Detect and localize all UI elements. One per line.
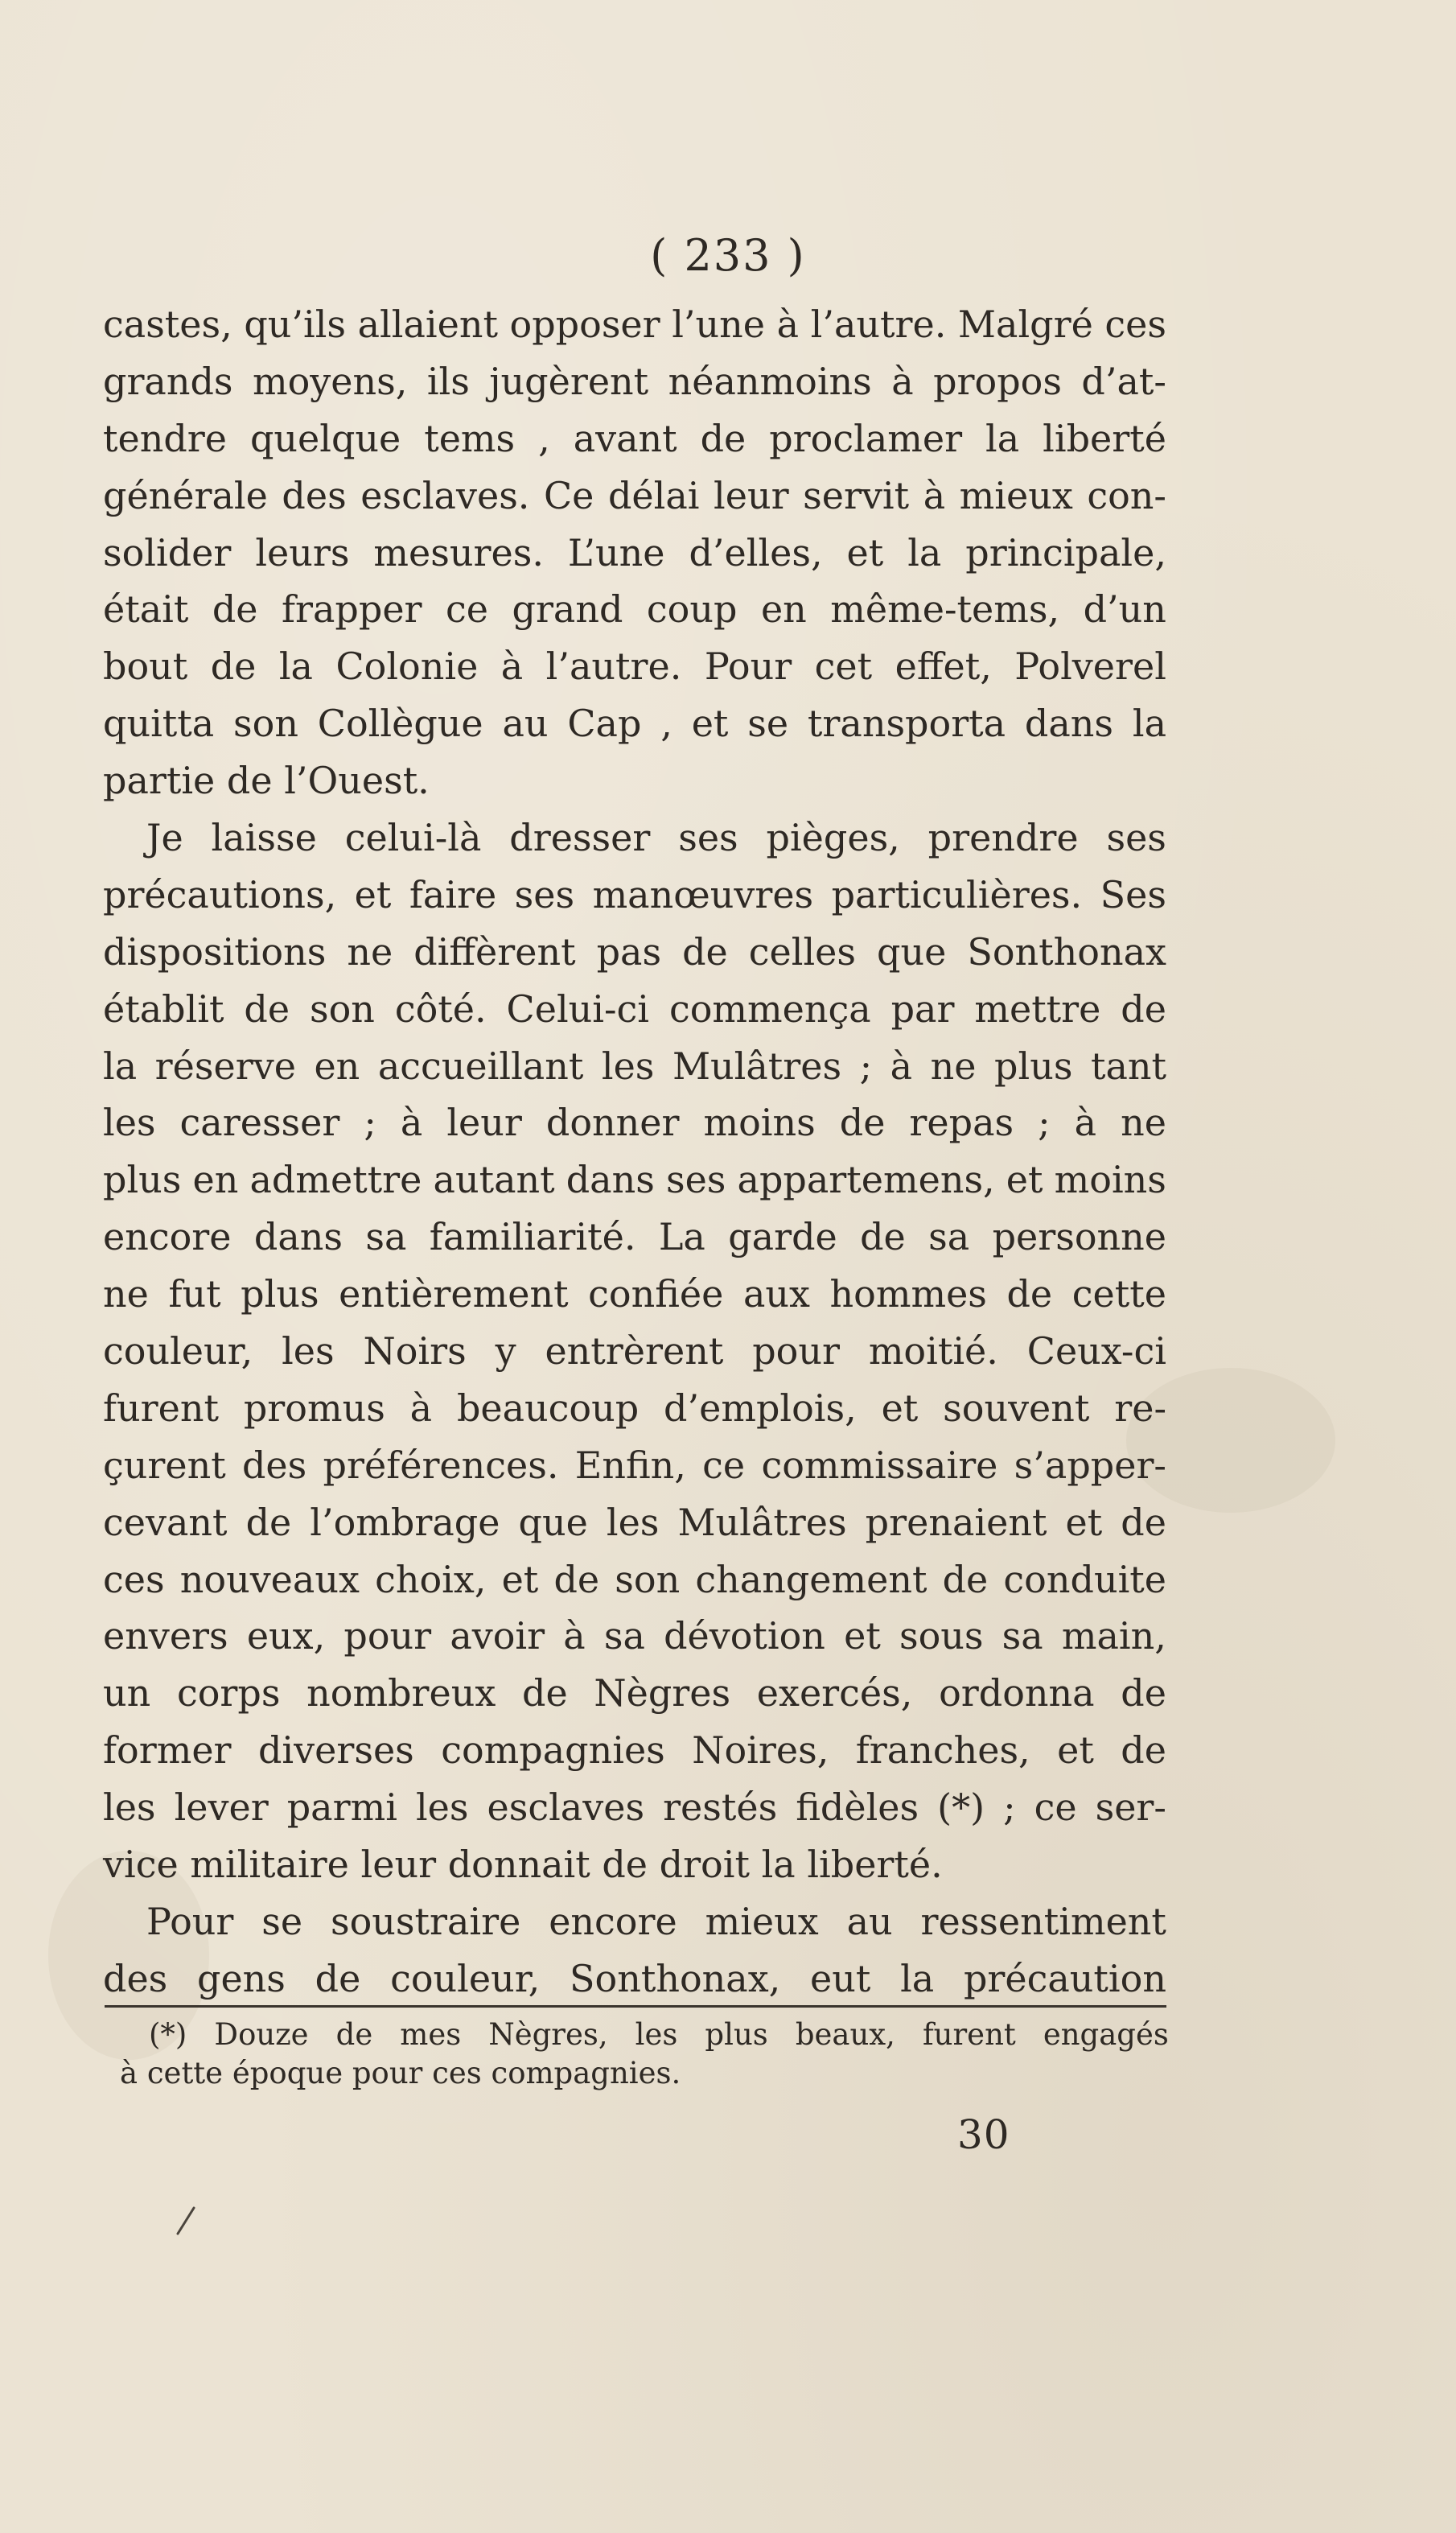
word: ce xyxy=(702,1443,746,1487)
word: Enfin, xyxy=(574,1443,686,1487)
word: lever xyxy=(174,1785,269,1830)
word: qu’ils xyxy=(244,303,347,346)
word: tendre xyxy=(103,416,227,460)
word: plus xyxy=(994,1044,1073,1088)
word: de xyxy=(522,1671,568,1715)
word: appartemens, xyxy=(737,1158,995,1202)
word: donner xyxy=(545,1101,680,1145)
word: à xyxy=(1074,1101,1097,1145)
word: hommes xyxy=(829,1272,987,1316)
word: mes xyxy=(400,2017,462,2052)
word: commissaire xyxy=(761,1443,998,1487)
word: de xyxy=(210,645,257,689)
body-text xyxy=(103,296,1166,2008)
word: compagnies xyxy=(441,1728,665,1773)
word: à xyxy=(890,1044,913,1088)
word: (*) xyxy=(149,2017,187,2052)
text-line xyxy=(103,924,1166,981)
word: mesures. xyxy=(373,530,544,575)
word: , xyxy=(660,702,672,746)
word: ne xyxy=(1121,1101,1166,1145)
word: particulières. xyxy=(831,872,1083,916)
text-line xyxy=(103,1380,1166,1437)
word: grand xyxy=(512,587,623,632)
word: L’une xyxy=(567,530,665,575)
word: de xyxy=(1121,986,1166,1031)
word: allaient xyxy=(357,303,498,346)
pencil-stroke-icon xyxy=(173,2205,197,2237)
word: mieux xyxy=(959,473,1073,517)
word: ; xyxy=(1003,1785,1016,1830)
word: à xyxy=(563,1614,586,1658)
word: couleur, xyxy=(390,1956,541,2000)
word: Ses xyxy=(1100,872,1166,916)
word: et xyxy=(1057,1728,1094,1773)
word: ; xyxy=(364,1101,376,1145)
word: diffèrent xyxy=(413,929,576,974)
word: de xyxy=(682,929,728,974)
word: en xyxy=(760,587,807,632)
word: d’elles, xyxy=(689,530,823,575)
word: grands xyxy=(103,359,233,403)
word: dresser xyxy=(509,816,651,860)
word: ressentiment xyxy=(920,1899,1166,1943)
text-line xyxy=(103,695,1166,752)
word: pour xyxy=(343,1614,432,1658)
word: Colonie xyxy=(335,645,479,689)
word: beaucoup xyxy=(456,1386,640,1430)
word: ; xyxy=(1038,1101,1051,1145)
word: laisse xyxy=(211,816,317,860)
word: dévotion xyxy=(664,1614,825,1658)
word: de xyxy=(212,587,258,632)
word: et xyxy=(846,530,884,575)
word: souvent xyxy=(943,1386,1090,1430)
word: ces xyxy=(1104,303,1166,346)
word: leurs xyxy=(255,530,350,575)
word: que xyxy=(518,1500,588,1544)
word: par xyxy=(890,986,955,1031)
word: principale, xyxy=(965,530,1166,575)
word: de xyxy=(1121,1500,1166,1544)
word: con- xyxy=(1087,473,1166,517)
word: y xyxy=(495,1329,516,1374)
word: autant xyxy=(433,1158,555,1202)
word: Cap xyxy=(567,702,642,746)
word: au xyxy=(846,1899,893,1943)
word: cette xyxy=(1071,1272,1166,1316)
word: gens xyxy=(197,1956,286,2000)
word: plus xyxy=(103,1158,182,1202)
word: (*) xyxy=(937,1785,985,1830)
word: prenaient xyxy=(865,1500,1047,1544)
word: les xyxy=(282,1329,335,1374)
word: repas xyxy=(909,1101,1014,1145)
word: furent xyxy=(922,2017,1016,2052)
word: en xyxy=(192,1158,239,1202)
text-line xyxy=(103,525,1166,582)
word: la xyxy=(907,530,942,575)
word: dans xyxy=(253,1215,343,1259)
word: Ce xyxy=(543,473,594,517)
text-line: partie de l’Ouest. xyxy=(103,759,430,803)
word: de xyxy=(245,1500,292,1544)
word: cevant xyxy=(103,1500,228,1544)
word: l’une xyxy=(672,303,766,346)
word: générale xyxy=(103,473,268,517)
word: et xyxy=(1065,1500,1103,1544)
word: corps xyxy=(176,1671,281,1715)
word: et xyxy=(691,702,729,746)
word: en xyxy=(314,1044,360,1088)
word: manœuvres xyxy=(592,872,814,916)
word: ne xyxy=(347,929,393,974)
word: dans xyxy=(1024,702,1114,746)
word: proclamer xyxy=(769,416,963,460)
word: tems xyxy=(424,416,516,460)
text-line xyxy=(103,1323,1166,1380)
word: ses xyxy=(665,1158,726,1202)
word: main, xyxy=(1061,1614,1166,1658)
word: quelque xyxy=(249,416,401,460)
word: entièrement xyxy=(339,1272,569,1316)
text-line xyxy=(103,410,1166,467)
text-line xyxy=(103,1494,1166,1551)
word: précaution xyxy=(963,1956,1166,2000)
word: se xyxy=(747,702,789,746)
word: ses xyxy=(678,816,738,860)
word: les xyxy=(606,1500,660,1544)
word: fut xyxy=(168,1272,221,1316)
word: plus xyxy=(705,2017,768,2052)
word: encore xyxy=(549,1899,677,1943)
text-line xyxy=(103,638,1166,695)
word: dans xyxy=(566,1158,655,1202)
word: Noirs xyxy=(363,1329,467,1374)
word: à xyxy=(776,303,800,346)
word: moins xyxy=(1054,1158,1166,1202)
word: pour xyxy=(752,1329,840,1374)
word: à xyxy=(400,1101,423,1145)
footnote xyxy=(120,2016,1169,2093)
word: un xyxy=(103,1671,151,1715)
word: s’apper- xyxy=(1014,1443,1166,1487)
word: et xyxy=(501,1557,539,1601)
word: diverses xyxy=(257,1728,414,1773)
word: opposer xyxy=(509,303,660,346)
word: ces xyxy=(103,1557,165,1601)
word: les xyxy=(415,1785,469,1830)
word: effet, xyxy=(895,645,992,689)
text-line: vice militaire leur donnait de droit la liberté. xyxy=(103,1843,943,1887)
word: re- xyxy=(1114,1386,1166,1430)
word: Nègres xyxy=(594,1671,731,1715)
word: côté. xyxy=(394,986,487,1031)
word: ses xyxy=(514,872,575,916)
text-line xyxy=(103,581,1166,638)
word: promus xyxy=(243,1386,385,1430)
word: exercés, xyxy=(756,1671,913,1715)
word: bout xyxy=(103,645,188,689)
word: réserve xyxy=(154,1044,296,1088)
word: cet xyxy=(814,645,873,689)
word: confiée xyxy=(588,1272,724,1316)
word: dispositions xyxy=(103,929,327,974)
word: esclaves xyxy=(487,1785,645,1830)
word: Douze xyxy=(214,2017,309,2052)
word: beaux, xyxy=(795,2017,895,2052)
word: se xyxy=(261,1899,303,1943)
footnote-line xyxy=(149,2016,1169,2054)
word: ; xyxy=(859,1044,873,1088)
word: moins xyxy=(703,1101,816,1145)
word: pas xyxy=(596,929,662,974)
word: franches, xyxy=(855,1728,1030,1773)
word: de xyxy=(700,416,747,460)
word: eut xyxy=(810,1956,871,2000)
text-line xyxy=(103,353,1166,410)
word: l’autre. xyxy=(545,645,682,689)
word: même-tems, xyxy=(830,587,1060,632)
word: propos xyxy=(933,359,1062,403)
word: fidèles xyxy=(796,1785,919,1830)
word: former xyxy=(103,1728,232,1773)
word: engagés xyxy=(1043,2017,1169,2052)
word: la xyxy=(278,645,313,689)
word: plus xyxy=(241,1272,319,1316)
word: soustraire xyxy=(330,1899,521,1943)
text-line xyxy=(103,1094,1166,1151)
word: Polverel xyxy=(1014,645,1166,689)
word: quitta xyxy=(103,702,215,746)
word: personne xyxy=(992,1215,1166,1259)
word: leur xyxy=(446,1101,522,1145)
word: précautions, xyxy=(103,872,337,916)
word: Mulâtres xyxy=(677,1500,847,1544)
word: sa xyxy=(365,1215,407,1259)
word: l’ombrage xyxy=(310,1500,500,1544)
word: des xyxy=(282,473,347,517)
word: de xyxy=(1121,1728,1166,1773)
word: Collègue xyxy=(317,702,483,746)
word: moyens, xyxy=(252,359,408,403)
word: moitié. xyxy=(868,1329,998,1374)
word: les xyxy=(601,1044,655,1088)
word: de xyxy=(335,2017,373,2052)
word: liberté xyxy=(1043,416,1166,460)
word: nouveaux xyxy=(179,1557,360,1601)
word: esclaves. xyxy=(360,473,530,517)
text-line xyxy=(103,1722,1166,1779)
word: Nègres, xyxy=(488,2017,608,2052)
word: Mulâtres xyxy=(672,1044,842,1088)
word: admettre xyxy=(249,1158,422,1202)
word: les xyxy=(103,1101,156,1145)
word: castes, xyxy=(103,303,232,346)
word: de xyxy=(315,1956,361,2000)
word: ordonna xyxy=(939,1671,1095,1715)
word: mettre xyxy=(974,986,1101,1031)
word: à xyxy=(409,1386,433,1430)
text-line xyxy=(103,467,1166,525)
word: celles xyxy=(748,929,857,974)
word: et xyxy=(844,1614,881,1658)
word: caresser xyxy=(179,1101,340,1145)
word: conduite xyxy=(1003,1557,1166,1601)
word: La xyxy=(658,1215,705,1259)
word: frapper xyxy=(281,587,422,632)
word: nombreux xyxy=(306,1671,496,1715)
word: Pour xyxy=(704,645,792,689)
word: ce xyxy=(446,587,489,632)
word: sa xyxy=(1002,1614,1043,1658)
word: des xyxy=(103,1956,168,2000)
word: aux xyxy=(742,1272,810,1316)
word: , xyxy=(538,416,550,460)
word: solider xyxy=(103,530,232,575)
word: préférences. xyxy=(323,1443,559,1487)
word: d’emplois, xyxy=(664,1386,857,1430)
word: ne xyxy=(103,1272,149,1316)
word: accueillant xyxy=(377,1044,584,1088)
word: la xyxy=(103,1044,138,1088)
footnote-line: à cette époque pour ces compagnies. xyxy=(120,2056,681,2090)
word: Ceux-ci xyxy=(1026,1329,1166,1374)
text-line xyxy=(103,296,1166,353)
signature-mark: 30 xyxy=(957,2111,1010,2158)
word: son xyxy=(615,1557,681,1601)
word: commença xyxy=(668,986,871,1031)
word: furent xyxy=(103,1386,219,1430)
page-number: ( 233 ) xyxy=(650,230,806,281)
text-line xyxy=(103,1608,1166,1665)
text-line xyxy=(103,1151,1166,1209)
word: de xyxy=(1121,1671,1166,1715)
word: garde xyxy=(728,1215,837,1259)
word: Sonthonax xyxy=(967,929,1166,974)
word: leur xyxy=(714,473,789,517)
text-line xyxy=(103,1266,1166,1323)
word: avant xyxy=(573,416,677,460)
word: çurent xyxy=(103,1443,226,1487)
text-line xyxy=(103,1437,1166,1494)
word: mieux xyxy=(705,1899,819,1943)
word: jugèrent xyxy=(489,359,649,403)
word: délai xyxy=(607,473,700,517)
word: encore xyxy=(103,1215,232,1259)
word: envers xyxy=(103,1614,228,1658)
word: Noires, xyxy=(692,1728,829,1773)
word: familiarité. xyxy=(429,1215,636,1259)
word: que xyxy=(877,929,947,974)
word: son xyxy=(309,986,375,1031)
word: Sonthonax, xyxy=(570,1956,781,2000)
word: à xyxy=(500,645,524,689)
word: de xyxy=(860,1215,906,1259)
word: transporta xyxy=(807,702,1006,746)
word: les xyxy=(635,2017,678,2052)
word: sa xyxy=(928,1215,970,1259)
word: la xyxy=(900,1956,935,2000)
word: de xyxy=(244,986,290,1031)
word: couleur, xyxy=(103,1329,253,1374)
word: Je xyxy=(146,816,183,860)
word: faire xyxy=(409,872,497,916)
word: servit xyxy=(803,473,910,517)
word: de xyxy=(553,1557,600,1601)
word: à xyxy=(891,359,914,403)
word: de xyxy=(1006,1272,1053,1316)
word: avoir xyxy=(450,1614,545,1658)
text-line xyxy=(103,1665,1166,1722)
text-line xyxy=(103,1893,1166,1950)
text-line xyxy=(103,1950,1166,2008)
word: ne xyxy=(930,1044,977,1088)
word: Pour xyxy=(146,1899,234,1943)
word: sa xyxy=(603,1614,645,1658)
word: au xyxy=(502,702,549,746)
word: eux, xyxy=(246,1614,326,1658)
text-line xyxy=(103,809,1166,867)
word: l’autre. xyxy=(810,303,947,346)
word: restés xyxy=(663,1785,778,1830)
word: son xyxy=(233,702,298,746)
text-line xyxy=(103,1551,1166,1608)
word: ce xyxy=(1034,1785,1077,1830)
word: Celui-ci xyxy=(506,986,650,1031)
word: d’un xyxy=(1083,587,1166,632)
word: celui-là xyxy=(344,816,482,860)
word: et xyxy=(354,872,392,916)
word: ils xyxy=(426,359,470,403)
word: de xyxy=(942,1557,989,1601)
word: la xyxy=(985,416,1020,460)
word: ses xyxy=(1106,816,1166,860)
word: coup xyxy=(646,587,738,632)
word: entrèrent xyxy=(545,1329,724,1374)
text-line xyxy=(103,981,1166,1038)
word: ser- xyxy=(1095,1785,1166,1830)
text-line xyxy=(103,867,1166,924)
word: Malgré xyxy=(957,303,1093,346)
footnote-rule xyxy=(105,2005,1166,2008)
word: et xyxy=(1006,1158,1043,1202)
word: choix, xyxy=(375,1557,487,1601)
word: changement xyxy=(695,1557,927,1601)
word: pièges, xyxy=(766,816,900,860)
word: sous xyxy=(899,1614,984,1658)
word: et xyxy=(881,1386,919,1430)
word: parmi xyxy=(286,1785,397,1830)
word: prendre xyxy=(927,816,1079,860)
word: d’at- xyxy=(1081,359,1166,403)
word: de xyxy=(839,1101,886,1145)
text-line xyxy=(103,1038,1166,1095)
word: à xyxy=(923,473,946,517)
text-line xyxy=(103,1779,1166,1836)
word: était xyxy=(103,587,189,632)
word: néanmoins xyxy=(668,359,872,403)
text-line xyxy=(103,1209,1166,1266)
word: des xyxy=(241,1443,307,1487)
word: établit xyxy=(103,986,224,1031)
word: la xyxy=(1132,702,1166,746)
word: les xyxy=(103,1785,156,1830)
word: tant xyxy=(1090,1044,1166,1088)
